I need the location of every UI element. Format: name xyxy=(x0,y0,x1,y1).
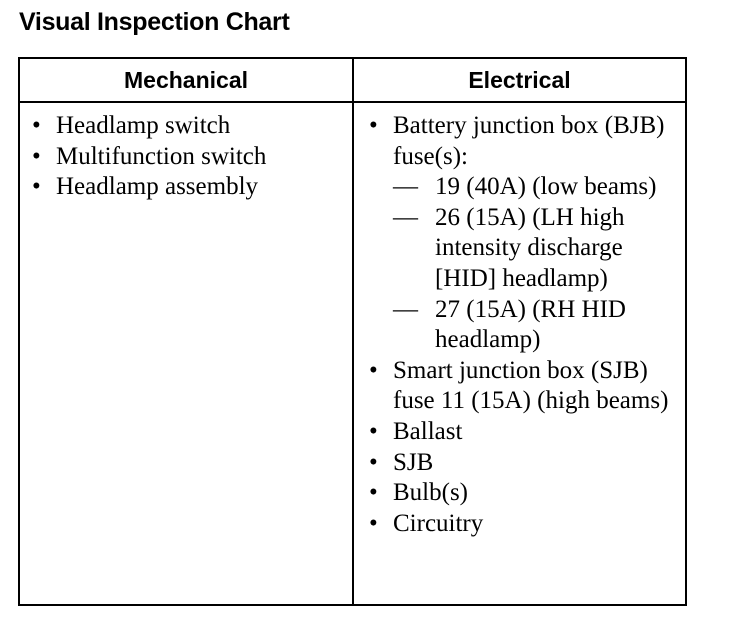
mechanical-list xyxy=(20,103,352,203)
column-header-electrical: Electrical xyxy=(353,58,686,102)
list-item-circuitry: • Circuitry xyxy=(367,509,685,540)
list-item-headlamp-assembly: • Headlamp assembly xyxy=(30,172,352,203)
chart-title: Visual Inspection Chart xyxy=(19,8,290,36)
list-item-sjb-fuse: • Smart junction box (SJB) fuse 11 (15A) (high beams) xyxy=(367,356,685,417)
bjb-fuses-label: Battery junction box (BJB) fuse(s): xyxy=(393,112,665,170)
sublist-item-fuse-27: — 27 (15A) (RH HID headlamp) xyxy=(393,295,685,356)
bjb-fuse-sublist xyxy=(393,172,685,356)
visual-inspection-table xyxy=(18,57,687,606)
mechanical-cell xyxy=(19,102,353,605)
list-item-bulbs: • Bulb(s) xyxy=(367,478,685,509)
electrical-list xyxy=(354,103,685,539)
sublist-item-fuse-19: — 19 (40A) (low beams) xyxy=(393,172,685,203)
list-item-multifunction-switch: • Multifunction switch xyxy=(30,142,352,173)
electrical-cell xyxy=(353,102,686,605)
list-item-bjb-fuses xyxy=(367,111,685,356)
list-item-ballast: • Ballast xyxy=(367,417,685,448)
sublist-item-fuse-26: — 26 (15A) (LH high intensity discharge [HID] headlamp) xyxy=(393,203,685,295)
column-header-mechanical: Mechanical xyxy=(19,58,353,102)
list-item-headlamp-switch: • Headlamp switch xyxy=(30,111,352,142)
header-row xyxy=(19,58,686,102)
list-item-sjb: • SJB xyxy=(367,448,685,479)
table-row xyxy=(19,102,686,605)
